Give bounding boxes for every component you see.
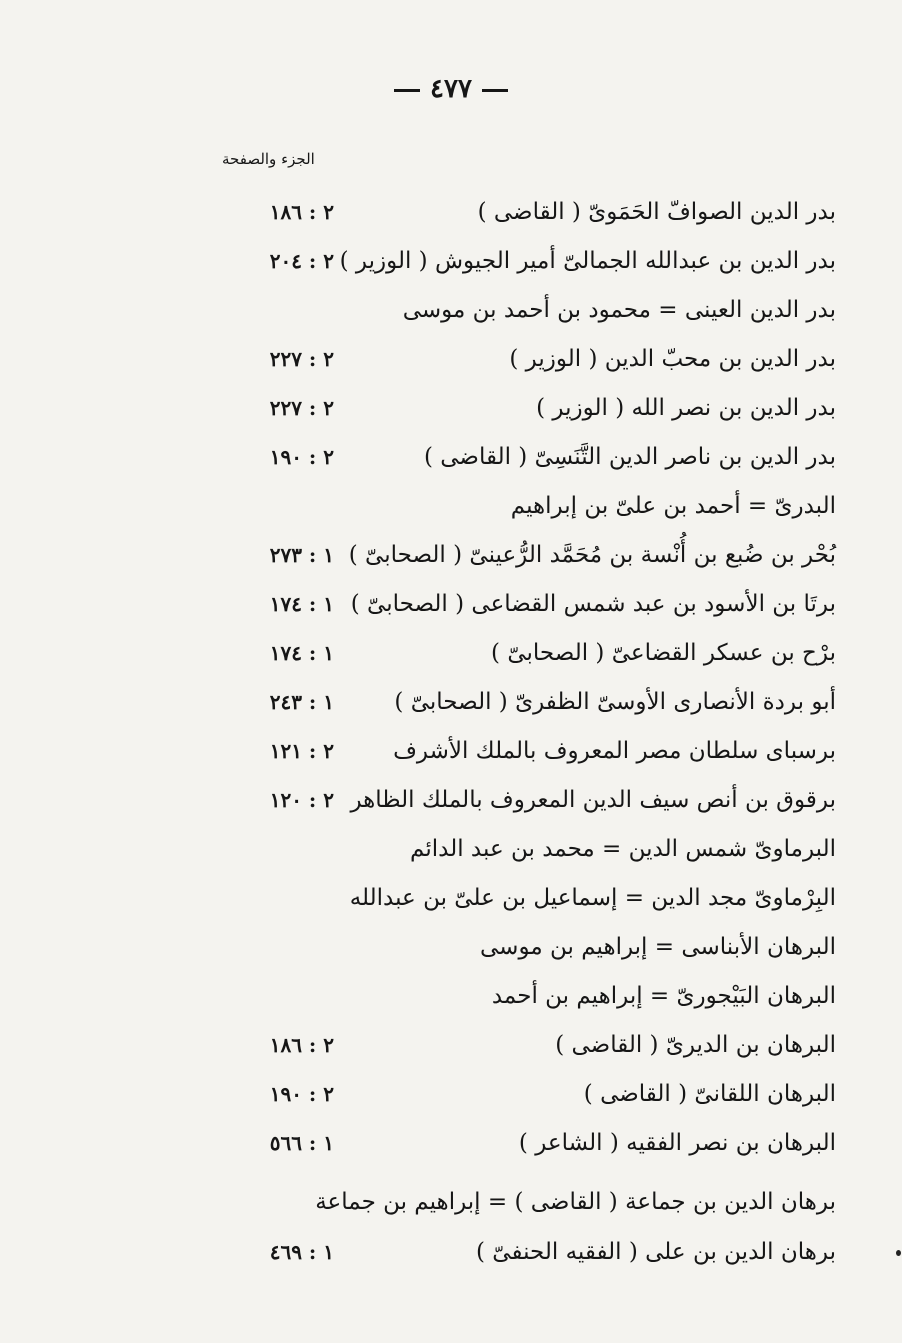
index-entry (0, 192, 902, 232)
entry-reference: ١ : ٢٧٣ (269, 543, 334, 567)
index-entry (0, 535, 902, 575)
entry-name: برتَا بن الأسود بن عبد شمس القضاعى ( الصحابىّ ) (350, 591, 836, 617)
entry-name: برسباى سلطان مصر المعروف بالملك الأشرف (393, 738, 836, 764)
entry-name: البِرْماوىّ مجد الدين = إسماعيل بن علىّ بن عبدالله (349, 885, 836, 911)
index-entry (0, 1182, 902, 1222)
entry-name: برْح بن عسكر القضاعىّ ( الصحابىّ ) (491, 640, 836, 666)
index-entry (0, 927, 902, 967)
page-number-dash-left (394, 89, 420, 92)
page-number-value: ٤٧٧ (430, 74, 472, 104)
entry-name: بدر الدين بن عبدالله الجمالىّ أمير الجيوش ( الوزير ) (339, 248, 836, 274)
index-entry (0, 780, 902, 820)
entry-name: بدر الدين بن ناصر الدين التَّنَسِىّ ( القاضى ) (423, 444, 836, 470)
entry-reference: ٢ : ٢٢٧ (269, 347, 334, 371)
entry-reference: ٢ : ١٨٦ (269, 200, 334, 224)
entry-reference: ١ : ٢٤٣ (269, 690, 334, 714)
entry-name: البرهان بن نصر الفقيه ( الشاعر ) (518, 1130, 836, 1156)
index-entry (0, 976, 902, 1016)
index-entry (0, 682, 902, 722)
index-entry (0, 731, 902, 771)
index-entry (0, 584, 902, 624)
index-entry (0, 1074, 902, 1114)
entry-reference: ٢ : ٢٠٤ (269, 249, 334, 273)
entry-name: بدر الدين بن نصر الله ( الوزير ) (536, 395, 836, 421)
entry-name: البرهان الأبناسى = إبراهيم بن موسى (480, 934, 836, 960)
entry-reference: ٢ : ١٢١ (269, 739, 334, 763)
index-entry (0, 1025, 902, 1065)
entry-reference: ٢ : ١٢٠ (269, 788, 334, 812)
entry-name: البدرىّ = أحمد بن علىّ بن إبراهيم (510, 493, 836, 519)
index-entry (0, 241, 902, 281)
entry-reference: ١ : ١٧٤ (269, 592, 334, 616)
volume-page-column-header: الجزء والصفحة (222, 150, 315, 168)
page-edge-mark (896, 1250, 901, 1256)
index-entry (0, 1123, 902, 1163)
entry-name: البرهان بن الديرىّ ( القاضى ) (555, 1032, 836, 1058)
entry-reference: ٢ : ١٨٦ (269, 1033, 334, 1057)
entry-name: بدر الدين بن محبّ الدين ( الوزير ) (509, 346, 836, 372)
entry-name: بدر الدين الصوافّ الحَمَوىّ ( القاضى ) (477, 199, 836, 225)
entry-reference: ٢ : ١٩٠ (269, 1082, 334, 1106)
entry-name: برقوق بن أنص سيف الدين المعروف بالملك الظاهر (350, 787, 836, 813)
entry-reference: ٢ : ٢٢٧ (269, 396, 334, 420)
index-entry (0, 1232, 902, 1272)
page-number-dash-right (482, 89, 508, 92)
page-number (0, 74, 902, 104)
entry-reference: ١ : ٥٦٦ (269, 1131, 334, 1155)
index-entry (0, 388, 902, 428)
index-entry (0, 437, 902, 477)
index-entry (0, 878, 902, 918)
index-entry (0, 486, 902, 526)
entry-name: بدر الدين العينى = محمود بن أحمد بن موسى (402, 297, 836, 323)
index-entry (0, 339, 902, 379)
entry-name: برهان الدين بن على ( الفقيه الحنفىّ ) (476, 1239, 836, 1265)
entry-name: بُحْر بن ضُبع بن أُنْسة بن مُحَمَّد الرُّعينىّ ( الصحابىّ ) (348, 542, 836, 568)
entry-name: البرماوىّ شمس الدين = محمد بن عبد الدائم (410, 836, 836, 862)
index-entry (0, 829, 902, 869)
entry-name: أبو بردة الأنصارى الأوسىّ الظفرىّ ( الصحابىّ ) (394, 689, 836, 715)
entry-name: البرهان اللقانىّ ( القاضى ) (583, 1081, 836, 1107)
entry-name: برهان الدين بن جماعة ( القاضى ) = إبراهيم بن جماعة (315, 1189, 836, 1215)
entry-reference: ١ : ١٧٤ (269, 641, 334, 665)
entry-reference: ١ : ٤٦٩ (269, 1240, 334, 1264)
index-entry (0, 290, 902, 330)
entry-name: البرهان البَيْجورىّ = إبراهيم بن أحمد (491, 983, 836, 1009)
index-entry (0, 633, 902, 673)
entry-reference: ٢ : ١٩٠ (269, 445, 334, 469)
